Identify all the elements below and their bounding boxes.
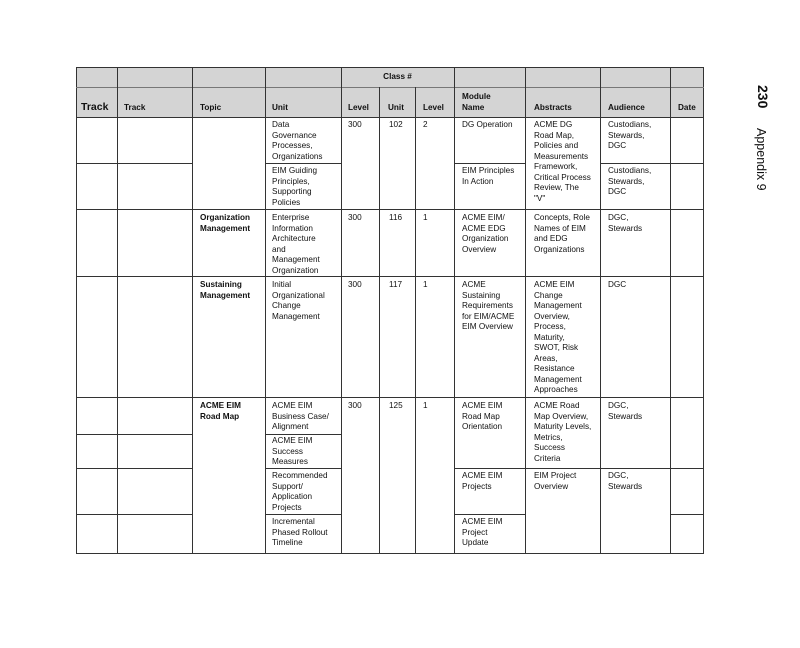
row-line-s1c bbox=[454, 163, 525, 164]
unit-number-cell: 117 bbox=[389, 280, 403, 289]
sublevel-cell: 1 bbox=[423, 280, 428, 289]
class-group-header: Class # bbox=[383, 72, 412, 81]
topic-cell: Organization Management bbox=[200, 213, 251, 233]
row-line-s4h bbox=[454, 514, 525, 515]
audience-cell: DGC, Stewards bbox=[608, 401, 643, 421]
module-cell: ACME EIM Projects bbox=[462, 471, 503, 491]
module-cell: EIM Principles In Action bbox=[462, 166, 515, 186]
border-bottom bbox=[76, 553, 704, 554]
unit-cell: ACME EIM Business Case/ Alignment bbox=[272, 401, 329, 431]
unit-cell: Enterprise Information Architecture and Management Organization bbox=[272, 213, 320, 275]
curriculum-table bbox=[76, 67, 704, 554]
row-line-s4a bbox=[76, 434, 192, 435]
col-line-6 bbox=[415, 87, 416, 554]
row-line-s4i bbox=[670, 514, 704, 515]
border-top bbox=[76, 67, 704, 68]
module-name-header: Module Name bbox=[462, 92, 491, 112]
module-cell: ACME EIM/ ACME EDG Organization Overview bbox=[462, 213, 509, 254]
sublevel-cell: 1 bbox=[423, 401, 428, 410]
module-cell: ACME EIM Project Update bbox=[462, 517, 503, 547]
col-line-9 bbox=[600, 67, 601, 554]
row-line-s4e bbox=[454, 468, 704, 469]
row-line-s1b bbox=[265, 163, 341, 164]
col-line-4 bbox=[341, 67, 342, 554]
module-cell: DG Operation bbox=[462, 120, 513, 129]
unit-number-cell: 116 bbox=[389, 213, 403, 222]
row-line-section-2 bbox=[76, 209, 704, 210]
abstract-cell: EIM Project Overview bbox=[534, 471, 577, 491]
col-line-2 bbox=[192, 67, 193, 554]
unit-cell: Initial Organizational Change Management bbox=[272, 280, 325, 321]
border-right bbox=[703, 67, 704, 554]
audience-header: Audience bbox=[608, 103, 645, 112]
row-line-section-3 bbox=[76, 276, 704, 277]
topic-header: Topic bbox=[200, 103, 222, 112]
unit-cell: Data Governance Processes, Organizations bbox=[272, 120, 323, 161]
sublevel-cell: 2 bbox=[423, 120, 428, 129]
level-cell: 300 bbox=[348, 401, 362, 410]
header-divider-bottom bbox=[76, 117, 704, 118]
header-band-main bbox=[76, 87, 704, 117]
row-line-s1a bbox=[76, 163, 192, 164]
row-line-s4f bbox=[76, 514, 192, 515]
col-line-5 bbox=[379, 87, 380, 554]
level-cell: 300 bbox=[348, 120, 362, 129]
header-divider-top bbox=[76, 87, 704, 88]
module-cell: ACME Sustaining Requirements for EIM/ACME EIM Overview bbox=[462, 280, 515, 331]
row-line-section-4 bbox=[76, 397, 704, 398]
audience-cell: DGC, Stewards bbox=[608, 471, 643, 491]
page-number: 230 bbox=[755, 85, 771, 109]
unit-cell: Recommended Support/ Application Projects bbox=[272, 471, 328, 512]
track-header: Track bbox=[124, 103, 146, 112]
col-line-7 bbox=[454, 67, 455, 554]
row-line-s4c bbox=[76, 468, 192, 469]
col-line-1 bbox=[117, 67, 118, 554]
col-line-10 bbox=[670, 67, 671, 554]
col-line-8 bbox=[525, 67, 526, 554]
unit-number-cell: 102 bbox=[389, 120, 403, 129]
unit-cell: Incremental Phased Rollout Timeline bbox=[272, 517, 328, 547]
date-header: Date bbox=[678, 103, 696, 112]
unit-number-cell: 125 bbox=[389, 401, 403, 410]
module-cell: ACME EIM Road Map Orientation bbox=[462, 401, 503, 431]
row-line-s1d bbox=[600, 163, 704, 164]
audience-cell: Custodians, Stewards, DGC bbox=[608, 120, 652, 150]
audience-cell: DGC, Stewards bbox=[608, 213, 643, 233]
abstract-cell: ACME DG Road Map, Policies and Measurements Framework, Critical Process Review, The "V" bbox=[534, 120, 591, 203]
level-cell: 300 bbox=[348, 280, 362, 289]
topic-cell: ACME EIM Road Map bbox=[200, 401, 241, 421]
sublevel-header: Level bbox=[423, 103, 444, 112]
abstract-cell: ACME EIM Change Management Overview, Process, Maturity, SWOT, Risk Areas, Resistance Management Approaches bbox=[534, 280, 582, 394]
level-header: Level bbox=[348, 103, 369, 112]
row-line-s4d bbox=[265, 468, 341, 469]
unit-number-header: Unit bbox=[388, 103, 404, 112]
abstracts-header: Abstracts bbox=[534, 103, 572, 112]
unit-header: Unit bbox=[272, 103, 288, 112]
unit-cell: ACME EIM Success Measures bbox=[272, 436, 313, 466]
sublevel-cell: 1 bbox=[423, 213, 428, 222]
row-line-s4b bbox=[265, 434, 341, 435]
abstract-cell: Concepts, Role Names of EIM and EDG Organizations bbox=[534, 213, 590, 254]
abstract-cell: ACME Road Map Overview, Maturity Levels, Metrics, Success Criteria bbox=[534, 401, 592, 463]
level-cell: 300 bbox=[348, 213, 362, 222]
row-line-s4g bbox=[265, 514, 341, 515]
col-line-3 bbox=[265, 67, 266, 554]
audience-cell: Custodians, Stewards, DGC bbox=[608, 166, 652, 196]
audience-cell: DGC bbox=[608, 280, 627, 289]
unit-cell: EIM Guiding Principles, Supporting Policies bbox=[272, 166, 318, 207]
page-section-title: Appendix 9 bbox=[754, 128, 768, 191]
border-left bbox=[76, 67, 77, 554]
track-main-header: Track bbox=[81, 101, 109, 113]
topic-cell: Sustaining Management bbox=[200, 280, 251, 300]
